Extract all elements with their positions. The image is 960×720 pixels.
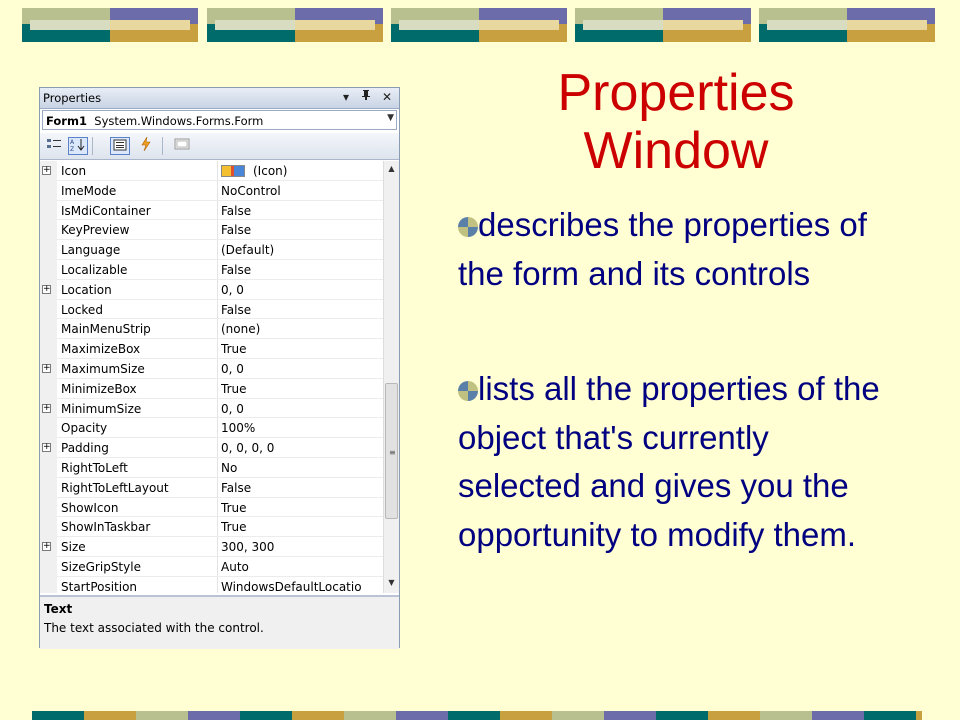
description-panel xyxy=(40,595,399,649)
bottom-decorative-band xyxy=(0,711,960,720)
column-divider xyxy=(217,537,218,557)
object-name: Form1 xyxy=(46,114,87,128)
scroll-up-icon[interactable]: ▲ xyxy=(388,164,395,173)
property-row[interactable] xyxy=(40,280,383,300)
property-value-text: 0, 0 xyxy=(221,282,244,297)
property-value[interactable] xyxy=(221,263,381,277)
property-value[interactable] xyxy=(221,223,381,237)
property-name: ShowIcon xyxy=(61,500,119,515)
scroll-down-icon[interactable]: ▼ xyxy=(388,578,395,587)
properties-window xyxy=(39,87,400,648)
row-gutter xyxy=(40,557,57,577)
band-block xyxy=(399,20,479,30)
property-name: ShowInTaskbar xyxy=(61,520,151,535)
property-name: Location xyxy=(61,282,112,297)
property-value[interactable] xyxy=(221,184,381,198)
toolbar-separator xyxy=(92,137,93,155)
band-block xyxy=(604,711,656,720)
column-divider xyxy=(217,260,218,280)
band-block xyxy=(110,20,190,30)
property-row[interactable] xyxy=(40,240,383,260)
property-name: RightToLeftLayout xyxy=(61,480,169,495)
band-block xyxy=(708,711,760,720)
row-gutter xyxy=(40,379,57,399)
property-grid xyxy=(40,161,383,593)
row-gutter xyxy=(40,339,57,359)
row-gutter xyxy=(40,478,57,498)
property-value-text: (Icon) xyxy=(253,164,288,178)
band-block xyxy=(136,711,188,720)
svg-text:A: A xyxy=(70,139,75,146)
property-row[interactable] xyxy=(40,181,383,201)
property-value[interactable] xyxy=(221,342,381,356)
band-block xyxy=(215,20,295,30)
property-value-text: True xyxy=(221,500,247,515)
property-value[interactable] xyxy=(221,204,381,218)
property-value-text: False xyxy=(221,203,252,218)
column-divider xyxy=(217,280,218,300)
property-value-text: True xyxy=(221,342,247,357)
property-value[interactable] xyxy=(221,283,381,297)
property-row[interactable] xyxy=(40,201,383,221)
property-value-text: 100% xyxy=(221,421,256,436)
property-value-text: False xyxy=(221,223,252,238)
property-value-text: True xyxy=(221,381,247,396)
property-value-text: 0, 0, 0, 0 xyxy=(221,441,275,456)
property-row[interactable] xyxy=(40,557,383,577)
slide-title xyxy=(456,64,896,180)
property-value[interactable] xyxy=(221,441,381,455)
property-value-text: (none) xyxy=(221,322,261,337)
band-block xyxy=(344,711,396,720)
top-band-tile xyxy=(759,8,935,42)
expand-plus-icon[interactable]: + xyxy=(43,442,51,453)
expand-plus-icon[interactable]: + xyxy=(43,402,51,413)
property-row[interactable] xyxy=(40,498,383,518)
band-block xyxy=(500,711,552,720)
icon-preview-icon xyxy=(221,165,245,177)
property-value[interactable] xyxy=(221,560,381,574)
properties-toolbar xyxy=(40,133,399,160)
property-value-text: (Default) xyxy=(221,243,275,258)
row-gutter xyxy=(40,300,57,320)
property-value[interactable] xyxy=(221,362,381,376)
property-name: RightToLeft xyxy=(61,461,128,475)
object-type: System.Windows.Forms.Form xyxy=(94,114,264,128)
object-selector-label xyxy=(46,114,263,128)
property-row[interactable] xyxy=(40,339,383,359)
object-selector-dropdown[interactable] xyxy=(42,110,397,130)
property-row[interactable] xyxy=(40,577,383,593)
band-block xyxy=(240,711,292,720)
property-name: MinimumSize xyxy=(61,401,142,416)
band-block xyxy=(188,711,240,720)
column-divider xyxy=(217,339,218,359)
alphabetical-icon[interactable] xyxy=(68,137,88,155)
row-gutter xyxy=(40,418,57,438)
column-divider xyxy=(217,201,218,221)
expand-plus-icon[interactable]: + xyxy=(43,165,51,175)
property-value-text: False xyxy=(221,480,252,495)
property-name: IsMdiContainer xyxy=(61,203,151,218)
property-name: Language xyxy=(61,243,121,258)
column-divider xyxy=(217,379,218,399)
band-block xyxy=(760,711,812,720)
property-value-text: False xyxy=(221,263,252,277)
band-block xyxy=(552,711,604,720)
property-row[interactable] xyxy=(40,418,383,438)
column-divider xyxy=(217,300,218,320)
row-gutter xyxy=(40,458,57,478)
band-block xyxy=(84,711,136,720)
property-value-text: 0, 0 xyxy=(221,362,244,376)
band-block xyxy=(292,711,344,720)
property-name: MaximumSize xyxy=(61,362,145,376)
band-block xyxy=(916,711,922,720)
property-value[interactable] xyxy=(221,243,381,257)
property-name: Icon xyxy=(61,164,87,178)
row-gutter xyxy=(40,201,57,221)
property-value-text: True xyxy=(221,520,247,535)
property-row[interactable] xyxy=(40,399,383,419)
band-block xyxy=(30,20,110,30)
property-name: Padding xyxy=(61,441,109,456)
property-value-text: False xyxy=(221,302,252,317)
row-gutter xyxy=(40,181,57,201)
property-row[interactable] xyxy=(40,300,383,320)
row-gutter xyxy=(40,319,57,339)
property-name: StartPosition xyxy=(61,579,138,593)
property-name: KeyPreview xyxy=(61,223,130,238)
band-block xyxy=(656,711,708,720)
property-value-text: WindowsDefaultLocatio xyxy=(221,579,362,593)
bullet-icon xyxy=(458,381,478,401)
band-block xyxy=(864,711,916,720)
property-row[interactable] xyxy=(40,537,383,557)
property-name: Localizable xyxy=(61,263,128,277)
column-divider xyxy=(217,498,218,518)
bullet-text: lists all the properties of the object that's currently selected and gives you the opportunity to modify them. xyxy=(458,370,880,553)
band-block xyxy=(663,20,743,30)
property-value[interactable] xyxy=(221,501,381,515)
property-value[interactable] xyxy=(221,520,381,534)
column-divider xyxy=(217,240,218,260)
property-row[interactable] xyxy=(40,438,383,458)
row-gutter xyxy=(40,517,57,537)
slide-title-line-1: Properties xyxy=(557,64,795,122)
toolbar-separator xyxy=(162,137,163,155)
property-name: MainMenuStrip xyxy=(61,322,151,337)
column-divider xyxy=(217,161,218,181)
property-name: Size xyxy=(61,540,86,555)
property-value[interactable] xyxy=(221,421,381,435)
svg-text:Z: Z xyxy=(70,146,75,152)
property-name: Locked xyxy=(61,302,103,317)
property-value[interactable] xyxy=(221,580,381,593)
grip-icon: ≡ xyxy=(389,448,396,457)
property-value[interactable] xyxy=(221,322,381,336)
bullet-icon xyxy=(458,217,478,237)
property-value[interactable] xyxy=(221,461,381,475)
properties-title-bar xyxy=(40,88,399,109)
property-row[interactable] xyxy=(40,359,383,379)
band-block xyxy=(32,711,84,720)
column-divider xyxy=(217,399,218,419)
close-icon[interactable]: ✕ xyxy=(381,90,393,104)
column-divider xyxy=(217,418,218,438)
property-name: Opacity xyxy=(61,421,108,436)
property-name: ImeMode xyxy=(61,183,117,198)
description-text: The text associated with the control. xyxy=(44,621,264,635)
column-divider xyxy=(217,458,218,478)
property-value[interactable] xyxy=(221,164,381,178)
band-block xyxy=(767,20,847,30)
column-divider xyxy=(217,517,218,537)
events-icon[interactable] xyxy=(136,137,156,155)
window-menu-dropdown-icon[interactable]: ▾ xyxy=(342,90,350,104)
band-block xyxy=(479,20,559,30)
band-block xyxy=(295,20,375,30)
slide-title-line-2: Window xyxy=(583,122,769,180)
bullet-text: describes the properties of the form and its controls xyxy=(458,206,867,292)
top-band-tile xyxy=(391,8,567,42)
property-row[interactable] xyxy=(40,379,383,399)
scrollbar-thumb[interactable] xyxy=(385,383,398,519)
properties-icon[interactable] xyxy=(110,137,130,155)
property-value-text: No xyxy=(221,461,238,475)
property-value[interactable] xyxy=(221,540,381,554)
top-band-tile xyxy=(22,8,198,42)
column-divider xyxy=(217,181,218,201)
band-block xyxy=(812,711,864,720)
property-row[interactable] xyxy=(40,260,383,280)
property-value-text: 300, 300 xyxy=(221,540,275,555)
property-pages-icon[interactable] xyxy=(172,137,192,155)
pin-icon[interactable] xyxy=(358,89,374,106)
expand-plus-icon[interactable]: + xyxy=(43,283,51,294)
property-row[interactable] xyxy=(40,319,383,339)
property-name: MinimizeBox xyxy=(61,381,137,396)
column-divider xyxy=(217,319,218,339)
property-row[interactable] xyxy=(40,458,383,478)
expand-plus-icon[interactable]: + xyxy=(43,541,51,552)
band-block xyxy=(583,20,663,30)
top-decorative-band xyxy=(0,0,960,50)
property-row[interactable] xyxy=(40,478,383,498)
property-row[interactable] xyxy=(40,220,383,240)
band-block xyxy=(847,20,927,30)
property-row[interactable] xyxy=(40,517,383,537)
column-divider xyxy=(217,577,218,593)
property-row[interactable] xyxy=(40,161,383,181)
property-value[interactable] xyxy=(221,402,381,416)
property-value[interactable] xyxy=(221,303,381,317)
row-gutter xyxy=(40,260,57,280)
bullet-item xyxy=(458,365,898,559)
band-block xyxy=(396,711,448,720)
chevron-down-icon[interactable]: ▼ xyxy=(387,113,394,123)
property-value-text: Auto xyxy=(221,560,249,574)
bullet-item xyxy=(458,201,898,298)
band-block xyxy=(448,711,500,720)
property-value[interactable] xyxy=(221,382,381,396)
row-gutter xyxy=(40,498,57,518)
description-title: Text xyxy=(44,602,73,616)
property-name: SizeGripStyle xyxy=(61,560,141,574)
property-value-text: 0, 0 xyxy=(221,401,244,416)
properties-title: Properties xyxy=(43,91,102,105)
column-divider xyxy=(217,438,218,458)
column-divider xyxy=(217,220,218,240)
column-divider xyxy=(217,557,218,577)
row-gutter xyxy=(40,577,57,593)
property-name: MaximizeBox xyxy=(61,342,141,357)
column-divider xyxy=(217,359,218,379)
categorized-icon[interactable] xyxy=(44,137,64,155)
property-value[interactable] xyxy=(221,481,381,495)
column-divider xyxy=(217,478,218,498)
expand-plus-icon[interactable]: + xyxy=(43,363,51,373)
top-band-tile xyxy=(575,8,751,42)
top-band-tile xyxy=(207,8,383,42)
row-gutter xyxy=(40,220,57,240)
property-grid-scrollbar[interactable] xyxy=(383,161,399,593)
row-gutter xyxy=(40,240,57,260)
property-value-text: NoControl xyxy=(221,183,281,198)
